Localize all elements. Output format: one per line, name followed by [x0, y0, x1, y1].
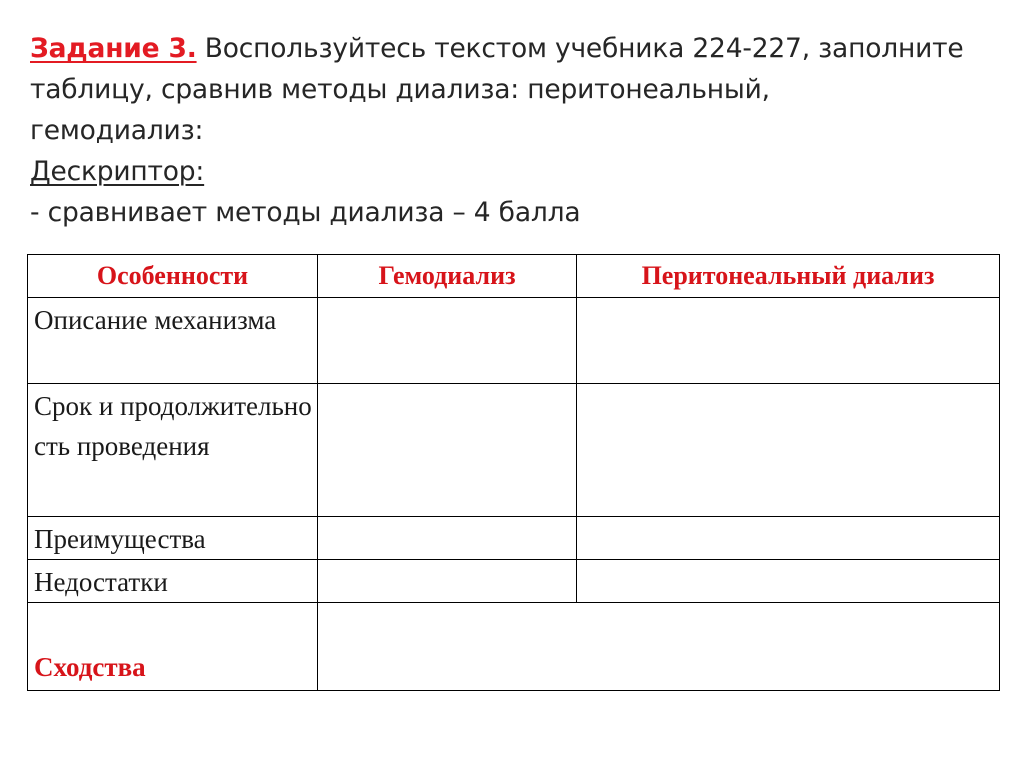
descriptor-item: - сравнивает методы диализа – 4 балла [30, 197, 581, 228]
table-row-similarities [28, 603, 1000, 691]
cell-disadvantages-hemodialysis[interactable] [318, 560, 577, 603]
row-label-duration: Срок и продолжительность проведения [28, 384, 318, 517]
cell-mechanism-peritoneal[interactable] [577, 298, 1000, 384]
cell-similarities-merged[interactable] [318, 603, 1000, 691]
table-row [28, 384, 1000, 517]
cell-duration-hemodialysis[interactable] [318, 384, 577, 517]
header-hemodialysis: Гемодиализ [318, 255, 577, 298]
cell-duration-peritoneal[interactable] [577, 384, 1000, 517]
cell-mechanism-hemodialysis[interactable] [318, 298, 577, 384]
task-line-3: гемодиализ: [30, 115, 204, 146]
task-label: Задание 3. [30, 33, 197, 64]
table-row [28, 517, 1000, 560]
header-features: Особенности [28, 255, 318, 298]
row-label-similarities: Сходства [28, 603, 318, 691]
header-peritoneal-dialysis: Перитонеальный диализ [577, 255, 1000, 298]
row-label-advantages: Преимущества [28, 517, 318, 560]
task-description [30, 28, 1010, 233]
cell-advantages-hemodialysis[interactable] [318, 517, 577, 560]
table-row [28, 298, 1000, 384]
descriptor-label: Дескриптор: [30, 156, 205, 187]
descriptor-line [30, 151, 1010, 192]
cell-disadvantages-peritoneal[interactable] [577, 560, 1000, 603]
table-header-row [28, 255, 1000, 298]
row-label-disadvantages: Недостатки [28, 560, 318, 603]
cell-advantages-peritoneal[interactable] [577, 517, 1000, 560]
task-line-1 [30, 28, 1010, 69]
row-label-mechanism: Описание механизма [28, 298, 318, 384]
table-row [28, 560, 1000, 603]
task-line-2: таблицу, сравнив методы диализа: перитонеальный, [30, 74, 770, 105]
task-line-1-text: Воспользуйтесь текстом учебника 224-227, заполните [196, 33, 964, 64]
comparison-table [27, 254, 1000, 691]
